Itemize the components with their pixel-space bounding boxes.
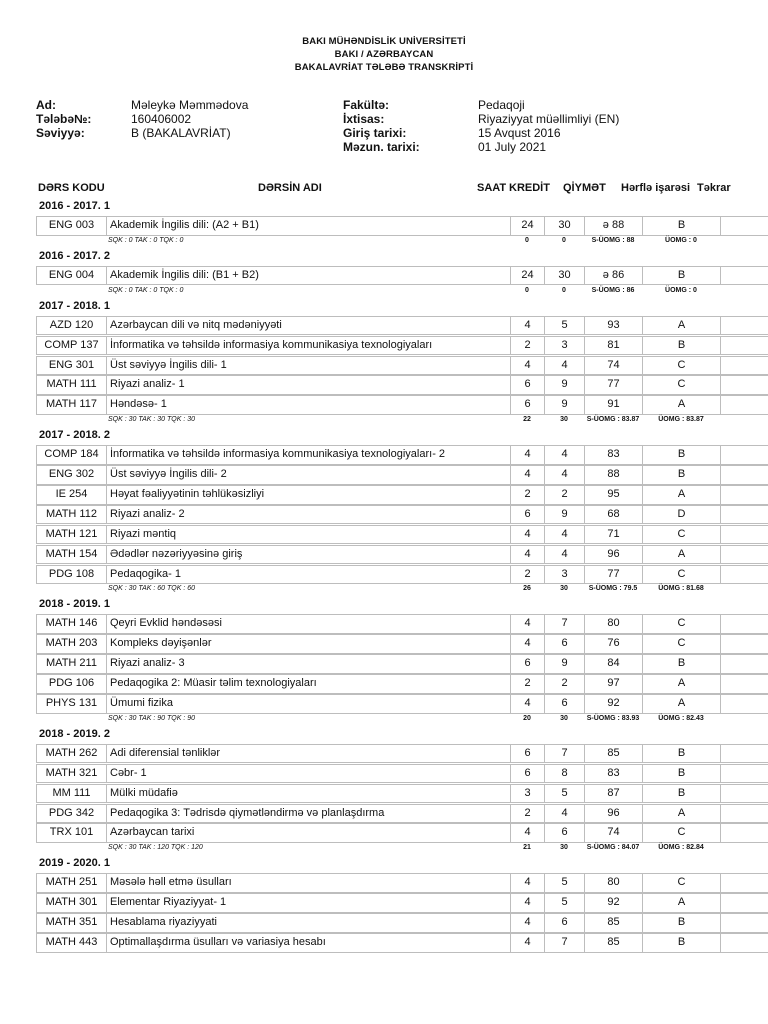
course-hours: 2 bbox=[510, 485, 544, 504]
course-hours: 4 bbox=[510, 525, 544, 544]
summary-value-b: 30 bbox=[560, 416, 568, 424]
course-repeat bbox=[720, 545, 768, 564]
table-row bbox=[36, 694, 768, 714]
course-grade: 77 bbox=[584, 565, 642, 584]
semester-title: 2019 - 2020. 1 bbox=[39, 857, 110, 870]
course-letter-grade: C bbox=[642, 873, 720, 892]
course-code: PDG 342 bbox=[36, 804, 106, 823]
summary-semester-gpa: S-ÜOMG : 88 bbox=[591, 236, 635, 244]
student-values-right bbox=[478, 98, 619, 154]
course-repeat bbox=[720, 465, 768, 484]
course-name: Kompleks dəyişənlər bbox=[106, 634, 510, 653]
course-letter-grade: C bbox=[642, 356, 720, 375]
course-hours: 4 bbox=[510, 465, 544, 484]
course-repeat bbox=[720, 565, 768, 584]
table-row bbox=[36, 784, 768, 804]
entry-date: 15 Avqust 2016 bbox=[478, 126, 561, 140]
course-credit: 4 bbox=[544, 545, 584, 564]
semester-title: 2018 - 2019. 2 bbox=[39, 727, 110, 740]
course-name: Məsələ həll etmə üsulları bbox=[106, 873, 510, 892]
course-repeat bbox=[720, 933, 768, 952]
course-hours: 4 bbox=[510, 316, 544, 335]
table-row bbox=[36, 525, 768, 545]
table-row bbox=[36, 266, 768, 286]
table-row bbox=[36, 614, 768, 634]
summary-value-b: 0 bbox=[562, 236, 566, 244]
semester-summary bbox=[36, 415, 768, 426]
course-hours: 2 bbox=[510, 565, 544, 584]
course-grade: 81 bbox=[584, 336, 642, 355]
course-credit: 7 bbox=[544, 933, 584, 952]
course-code: IE 254 bbox=[36, 485, 106, 504]
summary-value-b: 30 bbox=[560, 714, 568, 722]
course-letter-grade: B bbox=[642, 764, 720, 783]
course-grade: 71 bbox=[584, 525, 642, 544]
course-repeat bbox=[720, 336, 768, 355]
course-credit: 4 bbox=[544, 445, 584, 464]
course-credit: 3 bbox=[544, 336, 584, 355]
summary-semester-gpa: S-ÜOMG : 83.93 bbox=[586, 714, 640, 722]
course-letter-grade: A bbox=[642, 694, 720, 713]
semester-summary bbox=[36, 843, 768, 854]
summary-cumulative-gpa: ÜOMG : 82.43 bbox=[658, 714, 704, 722]
semester-title: 2018 - 2019. 1 bbox=[39, 598, 110, 611]
summary-stats: SQK : 0 TAK : 0 TQK : 0 bbox=[108, 286, 184, 294]
table-row bbox=[36, 395, 768, 415]
course-letter-grade: C bbox=[642, 823, 720, 842]
course-credit: 4 bbox=[544, 465, 584, 484]
course-hours: 2 bbox=[510, 674, 544, 693]
course-credit: 9 bbox=[544, 505, 584, 524]
course-grade: 85 bbox=[584, 744, 642, 763]
summary-value-a: 0 bbox=[525, 286, 529, 294]
col-head-code: DƏRS KODU bbox=[38, 182, 105, 194]
course-hours: 6 bbox=[510, 375, 544, 394]
course-credit: 6 bbox=[544, 913, 584, 932]
major-label: İxtisas: bbox=[343, 112, 385, 126]
course-name: Elementar Riyaziyyat- 1 bbox=[106, 893, 510, 912]
table-row bbox=[36, 654, 768, 674]
table-row bbox=[36, 873, 768, 893]
graduation-date-label: Məzun. tarixi: bbox=[343, 140, 420, 154]
course-repeat bbox=[720, 744, 768, 763]
col-head-name: DƏRSİN ADI bbox=[258, 182, 322, 194]
course-credit: 2 bbox=[544, 674, 584, 693]
course-hours: 2 bbox=[510, 804, 544, 823]
col-head-credit: KREDİT bbox=[509, 182, 550, 194]
level-label: Səviyyə: bbox=[36, 126, 85, 140]
semester-summary bbox=[36, 236, 768, 247]
course-hours: 6 bbox=[510, 764, 544, 783]
course-grade: 83 bbox=[584, 445, 642, 464]
course-hours: 4 bbox=[510, 356, 544, 375]
course-hours: 4 bbox=[510, 694, 544, 713]
course-code: PDG 106 bbox=[36, 674, 106, 693]
course-credit: 7 bbox=[544, 744, 584, 763]
course-code: COMP 137 bbox=[36, 336, 106, 355]
course-letter-grade: A bbox=[642, 316, 720, 335]
course-grade: 96 bbox=[584, 545, 642, 564]
name-label: Ad: bbox=[36, 98, 56, 112]
course-grade: 88 bbox=[584, 465, 642, 484]
table-row bbox=[36, 764, 768, 784]
col-head-repeat: Təkrar bbox=[697, 182, 731, 194]
document-title: BAKALAVRİAT TƏLƏBƏ TRANSKRİPTİ bbox=[294, 62, 474, 73]
university-name: BAKI MÜHƏNDİSLİK UNİVERSİTETİ bbox=[302, 36, 466, 47]
course-credit: 4 bbox=[544, 356, 584, 375]
course-name: Mülki müdafiə bbox=[106, 784, 510, 803]
course-hours: 4 bbox=[510, 634, 544, 653]
course-grade: 92 bbox=[584, 893, 642, 912]
course-name: Ümumi fizika bbox=[106, 694, 510, 713]
course-name: Cəbr- 1 bbox=[106, 764, 510, 783]
faculty: Pedaqoji bbox=[478, 98, 525, 112]
course-credit: 30 bbox=[544, 216, 584, 235]
course-letter-grade: B bbox=[642, 266, 720, 285]
course-repeat bbox=[720, 913, 768, 932]
faculty-label: Fakültə: bbox=[343, 98, 390, 112]
course-hours: 6 bbox=[510, 744, 544, 763]
course-hours: 4 bbox=[510, 873, 544, 892]
course-grade: 80 bbox=[584, 873, 642, 892]
course-name: Həndəsə- 1 bbox=[106, 395, 510, 414]
summary-value-a: 21 bbox=[523, 844, 531, 852]
course-grade: 74 bbox=[584, 356, 642, 375]
course-code: ENG 004 bbox=[36, 266, 106, 285]
course-repeat bbox=[720, 804, 768, 823]
course-name: Riyazi analiz- 3 bbox=[106, 654, 510, 673]
course-name: Azərbaycan dili və nitq mədəniyyəti bbox=[106, 316, 510, 335]
course-letter-grade: C bbox=[642, 634, 720, 653]
course-hours: 6 bbox=[510, 395, 544, 414]
course-name: Pedaqogika- 1 bbox=[106, 565, 510, 584]
course-code: PHYS 131 bbox=[36, 694, 106, 713]
course-grade: 74 bbox=[584, 823, 642, 842]
table-row bbox=[36, 913, 768, 933]
table-row bbox=[36, 744, 768, 764]
course-letter-grade: D bbox=[642, 505, 720, 524]
course-code: MATH 211 bbox=[36, 654, 106, 673]
table-row bbox=[36, 445, 768, 465]
course-code: MATH 251 bbox=[36, 873, 106, 892]
course-credit: 9 bbox=[544, 654, 584, 673]
summary-cumulative-gpa: ÜOMG : 81.68 bbox=[658, 585, 704, 593]
course-grade: 85 bbox=[584, 913, 642, 932]
course-hours: 6 bbox=[510, 505, 544, 524]
summary-value-a: 22 bbox=[523, 416, 531, 424]
course-repeat bbox=[720, 873, 768, 892]
course-hours: 3 bbox=[510, 784, 544, 803]
course-credit: 4 bbox=[544, 804, 584, 823]
course-credit: 4 bbox=[544, 525, 584, 544]
table-row bbox=[36, 505, 768, 525]
course-repeat bbox=[720, 784, 768, 803]
student-name: Məleykə Məmmədova bbox=[131, 98, 249, 112]
course-name: Riyazi analiz- 1 bbox=[106, 375, 510, 394]
summary-value-a: 26 bbox=[523, 585, 531, 593]
semester-title: 2017 - 2018. 2 bbox=[39, 429, 110, 442]
course-credit: 8 bbox=[544, 764, 584, 783]
course-code: MATH 262 bbox=[36, 744, 106, 763]
course-name: Adi diferensial tənliklər bbox=[106, 744, 510, 763]
course-grade: 96 bbox=[584, 804, 642, 823]
table-row bbox=[36, 356, 768, 376]
course-letter-grade: A bbox=[642, 485, 720, 504]
summary-stats: SQK : 0 TAK : 0 TQK : 0 bbox=[108, 236, 184, 244]
course-code: MATH 121 bbox=[36, 525, 106, 544]
course-code: AZD 120 bbox=[36, 316, 106, 335]
summary-semester-gpa: S-ÜOMG : 84.07 bbox=[586, 844, 640, 852]
course-repeat bbox=[720, 375, 768, 394]
summary-value-a: 20 bbox=[523, 714, 531, 722]
course-code: MATH 117 bbox=[36, 395, 106, 414]
course-letter-grade: C bbox=[642, 525, 720, 544]
course-hours: 4 bbox=[510, 445, 544, 464]
course-code: MATH 154 bbox=[36, 545, 106, 564]
id-label: Tələbə№: bbox=[36, 112, 92, 126]
course-repeat bbox=[720, 823, 768, 842]
course-name: Hesablama riyaziyyati bbox=[106, 913, 510, 932]
course-letter-grade: C bbox=[642, 565, 720, 584]
summary-value-b: 30 bbox=[560, 585, 568, 593]
summary-value-a: 0 bbox=[525, 236, 529, 244]
course-code: ENG 003 bbox=[36, 216, 106, 235]
course-repeat bbox=[720, 614, 768, 633]
col-head-letter: Hərflə işarəsi bbox=[621, 182, 691, 194]
course-name: Riyazi analiz- 2 bbox=[106, 505, 510, 524]
course-code: ENG 302 bbox=[36, 465, 106, 484]
table-row bbox=[36, 375, 768, 395]
table-row bbox=[36, 465, 768, 485]
course-letter-grade: A bbox=[642, 893, 720, 912]
course-name: Riyazi məntiq bbox=[106, 525, 510, 544]
course-name: Qeyri Evklid həndəsəsi bbox=[106, 614, 510, 633]
course-name: Üst səviyyə İngilis dili- 2 bbox=[106, 465, 510, 484]
summary-stats: SQK : 30 TAK : 30 TQK : 30 bbox=[108, 416, 196, 424]
course-letter-grade: A bbox=[642, 804, 720, 823]
student-values-left bbox=[131, 98, 248, 140]
course-name: İnformatika və təhsildə informasiya kommunikasiya texnologiyaları- 2 bbox=[106, 445, 510, 464]
course-repeat bbox=[720, 525, 768, 544]
course-grade: 68 bbox=[584, 505, 642, 524]
summary-stats: SQK : 30 TAK : 120 TQK : 120 bbox=[108, 844, 203, 852]
student-level: B (BAKALAVRİAT) bbox=[131, 126, 231, 140]
table-row bbox=[36, 316, 768, 336]
course-letter-grade: B bbox=[642, 465, 720, 484]
course-repeat bbox=[720, 694, 768, 713]
course-hours: 4 bbox=[510, 893, 544, 912]
course-grade: ə 88 bbox=[584, 216, 642, 235]
summary-semester-gpa: S-ÜOMG : 79.5 bbox=[588, 585, 638, 593]
course-repeat bbox=[720, 893, 768, 912]
course-repeat bbox=[720, 505, 768, 524]
course-name: Optimallaşdırma üsulları və variasiya hesabı bbox=[106, 933, 510, 952]
course-letter-grade: B bbox=[642, 216, 720, 235]
summary-cumulative-gpa: ÜOMG : 83.87 bbox=[658, 416, 704, 424]
course-repeat bbox=[720, 485, 768, 504]
course-code: MATH 146 bbox=[36, 614, 106, 633]
table-row bbox=[36, 823, 768, 843]
course-hours: 4 bbox=[510, 933, 544, 952]
course-name: Həyat fəaliyyətinin təhlükəsizliyi bbox=[106, 485, 510, 504]
course-repeat bbox=[720, 316, 768, 335]
course-hours: 2 bbox=[510, 336, 544, 355]
table-row bbox=[36, 634, 768, 654]
course-credit: 5 bbox=[544, 784, 584, 803]
course-repeat bbox=[720, 395, 768, 414]
course-grade: 97 bbox=[584, 674, 642, 693]
course-code: COMP 184 bbox=[36, 445, 106, 464]
course-repeat bbox=[720, 266, 768, 285]
course-hours: 4 bbox=[510, 614, 544, 633]
table-row bbox=[36, 545, 768, 565]
course-repeat bbox=[720, 356, 768, 375]
course-grade: ə 86 bbox=[584, 266, 642, 285]
course-grade: 77 bbox=[584, 375, 642, 394]
course-grade: 93 bbox=[584, 316, 642, 335]
course-letter-grade: C bbox=[642, 375, 720, 394]
summary-value-b: 30 bbox=[560, 844, 568, 852]
summary-cumulative-gpa: ÜOMG : 0 bbox=[665, 236, 697, 244]
course-grade: 80 bbox=[584, 614, 642, 633]
semester-summary bbox=[36, 286, 768, 297]
student-labels-right bbox=[343, 98, 420, 154]
course-name: Azərbaycan tarixi bbox=[106, 823, 510, 842]
course-code: MATH 112 bbox=[36, 505, 106, 524]
course-grade: 83 bbox=[584, 764, 642, 783]
summary-cumulative-gpa: ÜOMG : 82.84 bbox=[658, 844, 704, 852]
course-letter-grade: C bbox=[642, 614, 720, 633]
course-credit: 7 bbox=[544, 614, 584, 633]
course-code: MATH 351 bbox=[36, 913, 106, 932]
summary-stats: SQK : 30 TAK : 90 TQK : 90 bbox=[108, 714, 196, 722]
course-letter-grade: B bbox=[642, 784, 720, 803]
course-credit: 5 bbox=[544, 873, 584, 892]
course-grade: 91 bbox=[584, 395, 642, 414]
major: Riyaziyyat müəllimliyi (EN) bbox=[478, 112, 620, 126]
course-repeat bbox=[720, 674, 768, 693]
col-head-grade: QİYMƏT bbox=[563, 182, 606, 194]
student-id: 160406002 bbox=[131, 112, 192, 126]
table-row bbox=[36, 933, 768, 953]
course-name: Pedaqogika 2: Müasir təlim texnologiyaları bbox=[106, 674, 510, 693]
course-name: Üst səviyyə İngilis dili- 1 bbox=[106, 356, 510, 375]
course-credit: 6 bbox=[544, 694, 584, 713]
course-hours: 24 bbox=[510, 266, 544, 285]
course-credit: 6 bbox=[544, 634, 584, 653]
course-name: İnformatika və təhsildə informasiya kommunikasiya texnologiyaları bbox=[106, 336, 510, 355]
summary-stats: SQK : 30 TAK : 60 TQK : 60 bbox=[108, 585, 196, 593]
summary-semester-gpa: S-ÜOMG : 86 bbox=[591, 286, 635, 294]
course-code: MATH 203 bbox=[36, 634, 106, 653]
course-credit: 5 bbox=[544, 316, 584, 335]
course-code: MATH 301 bbox=[36, 893, 106, 912]
student-labels-left bbox=[36, 98, 91, 140]
table-row bbox=[36, 893, 768, 913]
semester-summary bbox=[36, 714, 768, 725]
course-credit: 3 bbox=[544, 565, 584, 584]
graduation-date: 01 July 2021 bbox=[478, 140, 547, 154]
summary-cumulative-gpa: ÜOMG : 0 bbox=[665, 286, 697, 294]
course-credit: 9 bbox=[544, 375, 584, 394]
semester-title: 2017 - 2018. 1 bbox=[39, 299, 110, 312]
col-head-hours: SAAT bbox=[477, 182, 507, 194]
course-code: MATH 443 bbox=[36, 933, 106, 952]
course-letter-grade: B bbox=[642, 933, 720, 952]
course-letter-grade: B bbox=[642, 336, 720, 355]
course-grade: 95 bbox=[584, 485, 642, 504]
course-code: ENG 301 bbox=[36, 356, 106, 375]
transcript-table bbox=[36, 197, 768, 953]
course-credit: 2 bbox=[544, 485, 584, 504]
table-row bbox=[36, 674, 768, 694]
course-letter-grade: B bbox=[642, 654, 720, 673]
course-name: Akademik İngilis dili: (B1 + B2) bbox=[106, 266, 510, 285]
course-credit: 6 bbox=[544, 823, 584, 842]
course-repeat bbox=[720, 445, 768, 464]
semester-title: 2016 - 2017. 1 bbox=[39, 200, 110, 212]
course-letter-grade: A bbox=[642, 545, 720, 564]
course-hours: 4 bbox=[510, 913, 544, 932]
course-grade: 84 bbox=[584, 654, 642, 673]
course-hours: 4 bbox=[510, 545, 544, 564]
course-repeat bbox=[720, 764, 768, 783]
course-repeat bbox=[720, 216, 768, 235]
table-row bbox=[36, 216, 768, 236]
course-credit: 30 bbox=[544, 266, 584, 285]
summary-semester-gpa: S-ÜOMG : 83.87 bbox=[586, 416, 640, 424]
course-code: MATH 321 bbox=[36, 764, 106, 783]
course-repeat bbox=[720, 634, 768, 653]
course-credit: 9 bbox=[544, 395, 584, 414]
course-name: Ədədlər nəzəriyyəsinə giriş bbox=[106, 545, 510, 564]
location: BAKI / AZƏRBAYCAN bbox=[334, 49, 434, 60]
course-letter-grade: B bbox=[642, 744, 720, 763]
course-hours: 6 bbox=[510, 654, 544, 673]
course-letter-grade: A bbox=[642, 674, 720, 693]
course-letter-grade: A bbox=[642, 395, 720, 414]
course-code: PDG 108 bbox=[36, 565, 106, 584]
course-repeat bbox=[720, 654, 768, 673]
semester-title: 2016 - 2017. 2 bbox=[39, 249, 110, 262]
table-row bbox=[36, 336, 768, 356]
course-code: MM 111 bbox=[36, 784, 106, 803]
course-name: Akademik İngilis dili: (A2 + B1) bbox=[106, 216, 510, 235]
course-credit: 5 bbox=[544, 893, 584, 912]
table-row bbox=[36, 485, 768, 505]
course-hours: 24 bbox=[510, 216, 544, 235]
course-letter-grade: B bbox=[642, 445, 720, 464]
summary-value-b: 0 bbox=[562, 286, 566, 294]
course-grade: 76 bbox=[584, 634, 642, 653]
table-row bbox=[36, 804, 768, 824]
course-grade: 87 bbox=[584, 784, 642, 803]
course-code: TRX 101 bbox=[36, 823, 106, 842]
course-name: Pedaqogika 3: Tədrisdə qiymətləndirmə və planlaşdırma bbox=[106, 804, 510, 823]
course-grade: 85 bbox=[584, 933, 642, 952]
course-letter-grade: B bbox=[642, 913, 720, 932]
course-grade: 92 bbox=[584, 694, 642, 713]
table-row bbox=[36, 565, 768, 585]
course-hours: 4 bbox=[510, 823, 544, 842]
semester-summary bbox=[36, 584, 768, 595]
entry-date-label: Giriş tarixi: bbox=[343, 126, 407, 140]
course-code: MATH 111 bbox=[36, 375, 106, 394]
